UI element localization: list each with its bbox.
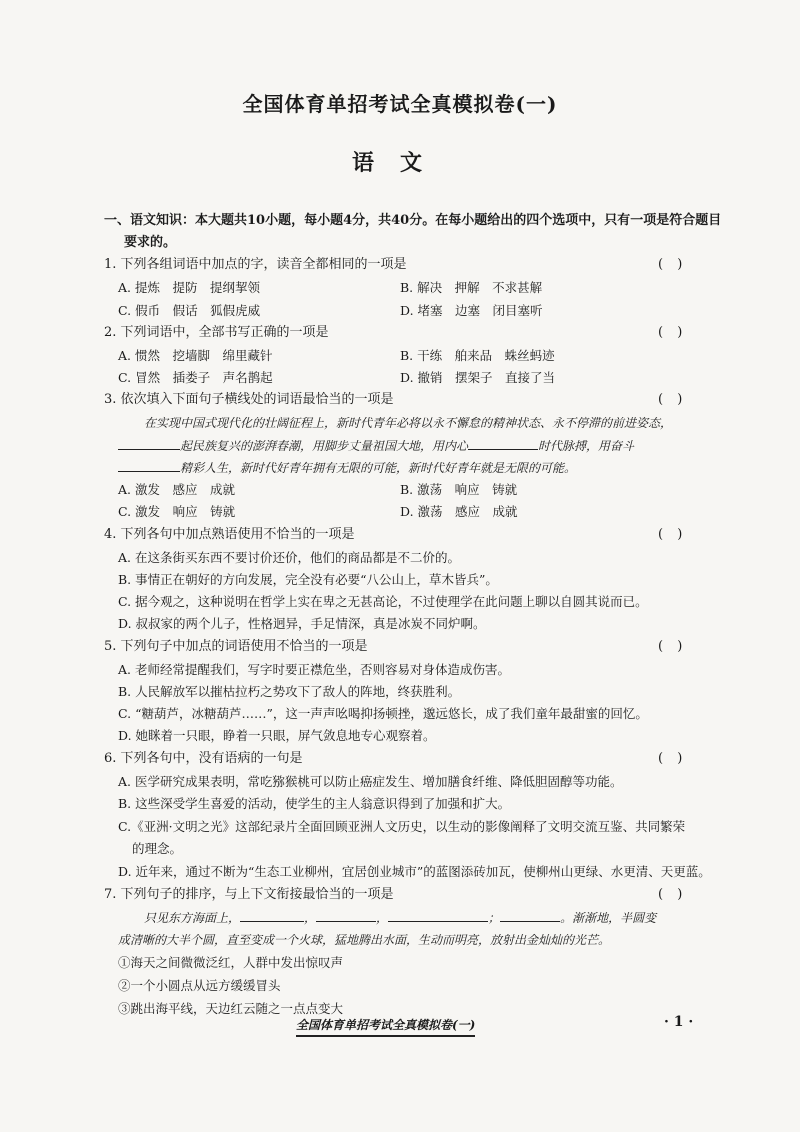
q6-option-b: B. 这些深受学生喜爱的活动，使学生的主人翁意识得到了加强和扩大。 (118, 796, 511, 811)
q4-option-c: C. 据今观之，这种说明在哲学上实在卑之无甚高论，不过使理学在此问题上聊以自圆其说而已。 (118, 594, 648, 609)
q3-passage-seg: 时代脉搏，用奋斗 (538, 439, 635, 453)
q3-passage-line-3 (118, 459, 718, 477)
question-7-stem: 7. 下列句子的排序，与上下文衔接最恰当的一项是 (104, 887, 394, 902)
answer-paren-5: ( ) (658, 639, 683, 654)
q7-sentence-2: ②一个小圆点从远方缓缓冒头 (118, 978, 281, 993)
q3-option-b: B. 激荡 响应 铸就 (400, 482, 518, 497)
q1-option-a: A. 提炼 提防 提纲挈领 (118, 280, 260, 295)
q1-option-d: D. 堵塞 边塞 闭目塞听 (400, 303, 543, 318)
q7-passage-seg: 。渐渐地，半圆变 (560, 911, 657, 925)
q7-sentence-3: ③跳出海平线，天边红云随之一点点变大 (118, 1001, 344, 1016)
fill-blank-2 (468, 437, 538, 450)
q3-option-d: D. 激荡 感应 成就 (400, 504, 518, 519)
q3-option-a: A. 激发 感应 成就 (118, 482, 235, 497)
q2-option-d: D. 撤销 摆架子 直接了当 (400, 370, 556, 385)
question-1-stem: 1. 下列各组词语中加点的字，读音全都相同的一项是 (104, 257, 407, 272)
answer-paren-2: ( ) (658, 325, 683, 340)
q2-option-a: A. 惯然 挖墙脚 绵里藏针 (118, 348, 273, 363)
q3-passage-line-2 (118, 437, 718, 455)
q4-option-b: B. 事情正在朝好的方向发展，完全没有必要“八公山上，草木皆兵”。 (118, 572, 498, 587)
q5-option-d: D. 她眯着一只眼，睁着一只眼，屏气敛息地专心观察着。 (118, 728, 436, 743)
question-2-stem: 2. 下列词语中，全部书写正确的一项是 (104, 325, 329, 340)
answer-paren-4: ( ) (658, 527, 683, 542)
q4-option-a: A. 在这条街买东西不要讨价还价，他们的商品都是不二价的。 (118, 550, 460, 565)
q7-passage-line-2: 成清晰的大半个圆，直至变成一个火球，猛地腾出水面，生动而明亮，放射出金灿灿的光芒。 (118, 933, 611, 947)
q5-option-a: A. 老师经常提醒我们，写字时要正襟危坐，否则容易对身体造成伤害。 (118, 662, 510, 677)
q7-sentence-1: ①海天之间微微泛红，人群中发出惊叹声 (118, 955, 344, 970)
q4-option-d: D. 叔叔家的两个儿子，性格迥异，手足情深，真是冰炭不同炉啊。 (118, 616, 486, 631)
section-heading-cont: 要求的。 (124, 235, 177, 250)
q3-passage-seg: 精彩人生，新时代好青年拥有无限的可能，新时代好青年就是无限的可能。 (180, 461, 577, 475)
q3-option-c: C. 激发 响应 铸就 (118, 504, 236, 519)
q1-option-b: B. 解决 押解 不求甚解 (400, 280, 543, 295)
q6-option-c: C.《亚洲·文明之光》这部纪录片全面回顾亚洲人文历史，以生动的影像阐释了文明交流互鉴、共同繁荣 (118, 819, 686, 834)
q1-option-c: C. 假币 假话 狐假虎威 (118, 303, 261, 318)
answer-paren-3: ( ) (658, 392, 683, 407)
q2-option-c: C. 冒然 插娄子 声名鹊起 (118, 370, 273, 385)
fill-blank-5 (316, 909, 376, 922)
page-number: · 1 · (664, 1014, 694, 1030)
q3-passage-seg: 起民族复兴的澎湃春潮，用脚步丈量祖国大地，用内心 (180, 439, 469, 453)
question-5-stem: 5. 下列句子中加点的词语使用不恰当的一项是 (104, 639, 368, 654)
subject-title: 语文 (351, 150, 448, 176)
question-3-stem: 3. 依次填入下面句子横线处的词语最恰当的一项是 (104, 392, 394, 407)
q7-passage-line-1: 只见东方海面上， ， ， ； 。渐渐地，半圆变 (144, 911, 657, 925)
q7-passage-seg: 只见东方海面上， (144, 911, 241, 925)
q6-option-d: D. 近年来，通过不断为“生态工业柳州，宜居创业城市”的蓝图添砖加瓦，使柳州山更绿、水更清、天更蓝。 (118, 864, 711, 879)
answer-paren-6: ( ) (658, 751, 683, 766)
q6-option-c-cont: 的理念。 (132, 841, 183, 856)
section-heading: 一、语文知识：本大题共10小题，每小题4分，共40分。在每小题给出的四个选项中，只有一项是符合题目 (104, 213, 722, 228)
q2-option-b: B. 干练 舶来品 蛛丝蚂迹 (400, 348, 555, 363)
fill-blank-1 (118, 437, 180, 450)
q6-option-a: A. 医学研究成果表明，常吃猕猴桃可以防止癌症发生、增加膳食纤维、降低胆固醇等功能。 (118, 774, 623, 789)
footer-title: 全国体育单招考试全真模拟卷(一) (296, 1016, 475, 1037)
q5-option-b: B. 人民解放军以摧枯拉朽之势攻下了敌人的阵地，终获胜利。 (118, 684, 461, 699)
fill-blank-6 (388, 909, 488, 922)
fill-blank-3 (118, 459, 180, 472)
q3-passage-line-1: 在实现中国式现代化的壮阔征程上，新时代青年必将以永不懈怠的精神状态、永不停滞的前进姿态， (144, 416, 673, 430)
question-6-stem: 6. 下列各句中，没有语病的一句是 (104, 751, 303, 766)
answer-paren-1: ( ) (658, 257, 683, 272)
exam-title: 全国体育单招考试全真模拟卷(一) (242, 92, 558, 116)
answer-paren-7: ( ) (658, 887, 683, 902)
question-4-stem: 4. 下列各句中加点熟语使用不恰当的一项是 (104, 527, 355, 542)
fill-blank-7 (500, 909, 560, 922)
q5-option-c: C. “糖葫芦，冰糖葫芦……”，这一声声吆喝抑扬顿挫，邈远悠长，成了我们童年最甜蜜的回忆。 (118, 706, 648, 721)
fill-blank-4 (240, 909, 304, 922)
